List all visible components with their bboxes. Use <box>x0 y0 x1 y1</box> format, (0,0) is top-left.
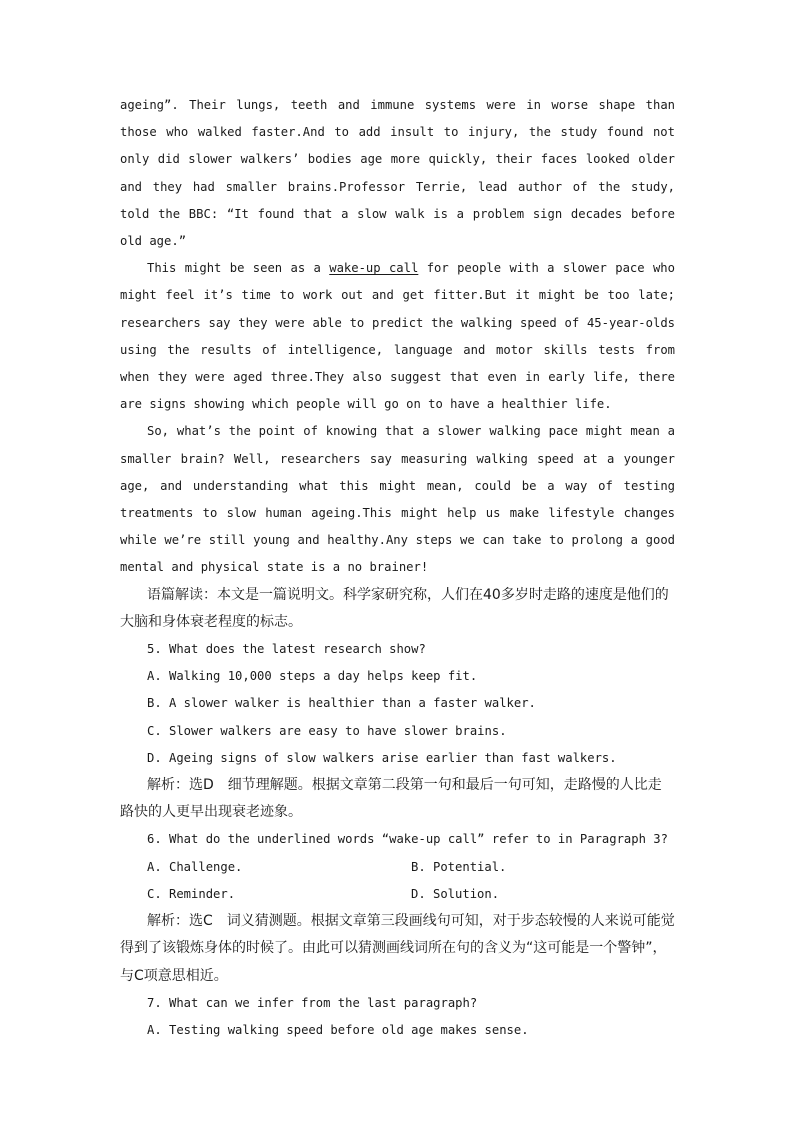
q5-option-a: A. Walking 10,000 steps a day helps keep fit. <box>147 669 478 684</box>
q5-option-d: D. Ageing signs of slow walkers arise earlier than fast walkers. <box>147 750 617 765</box>
document-page <box>120 92 675 1044</box>
q6-options-row-2 <box>120 881 675 908</box>
question-5: 5. What does the latest research show? <box>147 642 426 657</box>
underlined-phrase: wake-up call <box>329 261 419 276</box>
question-7: 7. What can we infer from the last paragraph? <box>147 995 478 1010</box>
q6-option-b: B. Potential. <box>411 859 507 874</box>
q6-option-a: A. Challenge. <box>147 859 243 874</box>
q6-option-c: C. Reminder. <box>147 886 236 901</box>
q5-analysis: 解析：选D 细节理解题。根据文章第二段第一句和最后一句可知，走路慢的人比走路快的人更早出现衰老迹象。 <box>120 777 662 821</box>
q5-option-c: C. Slower walkers are easy to have slower brains. <box>147 723 507 738</box>
q6-option-d: D. Solution. <box>411 886 500 901</box>
paragraph-1: ageing”. Their lungs, teeth and immune systems were in worse shape than those who walked faster.And to add insult to injury, the study found not only did slower walkers’ bodies age more quickly, their faces looked older and they had smaller brains.Professor Terrie, lead author of the study, told the BBC: “It found that a slow walk is a problem sign decades before old age.” <box>120 98 675 249</box>
q5-option-b: B. A slower walker is healthier than a faster walker. <box>147 696 536 711</box>
q6-options-row-1 <box>120 854 675 881</box>
paragraph-3: So, what’s the point of knowing that a slower walking pace might mean a smaller brain? Well, researchers say measuring walking speed at a younger age, and understanding what this might mean, could be a way of testing treatments to slow human ageing.This might help us make lifestyle changes while we’re still young and healthy.Any steps we can take to prolong a good mental and physical state is a no brainer! <box>120 424 675 575</box>
q7-option-a: A. Testing walking speed before old age makes sense. <box>147 1022 529 1037</box>
paragraph-2-after: for people with a slower pace who might feel it’s time to work out and get fitter.But it might be too late; researchers say they were able to predict the walking speed of 45-year-olds using the results of intelligence, language and motor skills tests from when they were aged three.They also suggest that even in early life, there are signs showing which people will go on to have a healthier life. <box>120 261 675 412</box>
passage-summary: 语篇解读：本文是一篇说明文。科学家研究称，人们在40多岁时走路的速度是他们的大脑和身体衰老程度的标志。 <box>120 586 669 630</box>
paragraph-2 <box>120 255 675 418</box>
paragraph-2-before: This might be seen as a <box>147 261 330 276</box>
question-6: 6. What do the underlined words “wake-up call” refer to in Paragraph 3? <box>147 832 668 847</box>
q6-analysis: 解析：选C 词义猜测题。根据文章第三段画线句可知，对于步态较慢的人来说可能觉得到了该锻炼身体的时候了。由此可以猜测画线词所在句的含义为“这可能是一个警钟”，与C项意思相近。 <box>120 913 675 984</box>
